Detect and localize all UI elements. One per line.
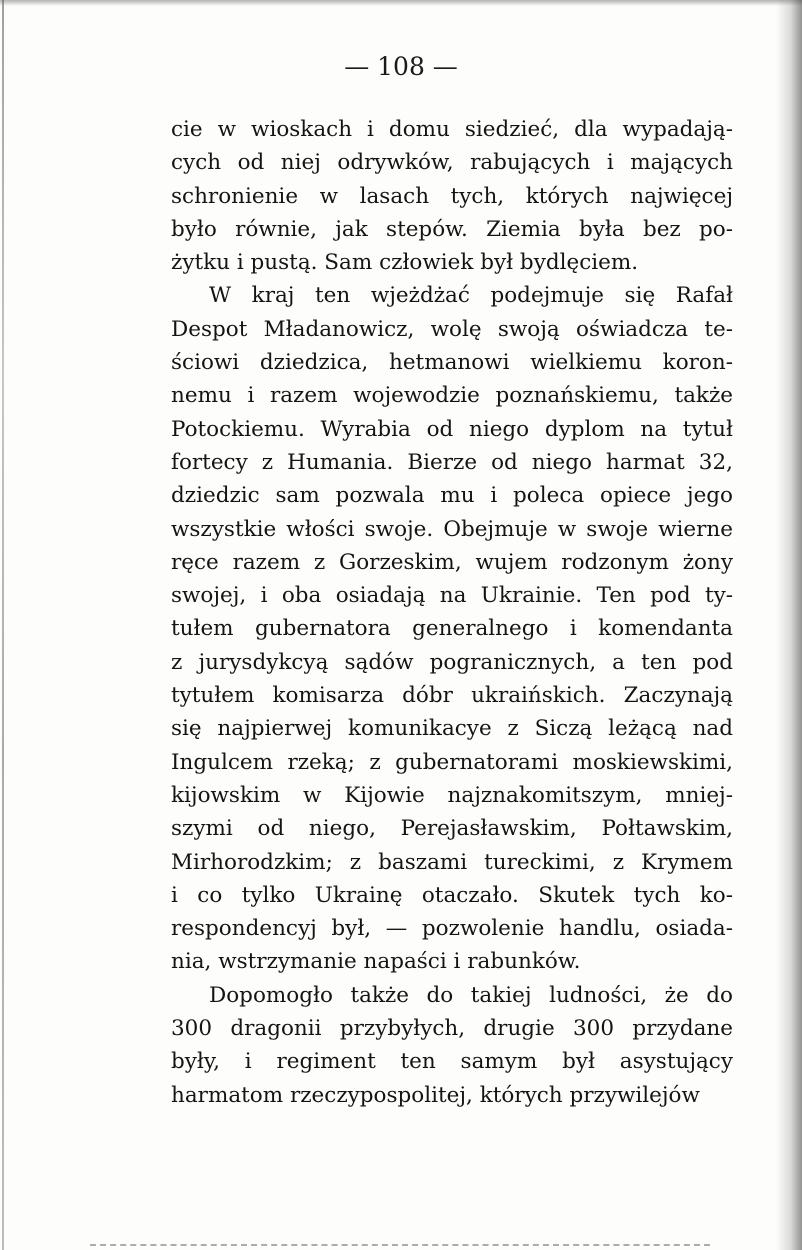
text-line: swojej, i oba osiadają na Ukrainie. Ten pod ty- [171, 583, 733, 609]
text-line: cie w wioskach i domu siedzieć, dla wypadają- [171, 117, 733, 142]
scan-edge-left [2, 0, 4, 1250]
text-line: ręce razem z Gorzeskim, wujem rodzonym żony [171, 549, 733, 575]
scan-edge-right [776, 0, 802, 1250]
text-line: nia, wstrzymanie napaści i rabunków. [171, 949, 581, 975]
text-line: Potockiemu. Wyrabia od niego dyplom na tytuł [171, 416, 733, 442]
text-line: fortecy z Humania. Bierze od niego harmat 32, [171, 449, 733, 475]
body-text [171, 113, 733, 1112]
paragraph [171, 113, 733, 279]
text-line: cych od niej odrywków, rabujących i mających [171, 150, 733, 176]
text-line: były, i regiment ten samym był asystujący [171, 1049, 733, 1075]
text-line: Mirhorodzkim; z baszami tureckimi, z Krymem [171, 849, 733, 875]
text-line: nemu i razem wojewodzie poznańskiemu, także [171, 383, 733, 409]
text-line: harmatom rzeczypospolitej, których przywilejów [171, 1082, 700, 1108]
text-line: żytku i pustą. Sam człowiek był bydlęciem. [171, 250, 639, 276]
text-line: tytułem komisarza dóbr ukraińskich. Zaczynają [171, 683, 733, 709]
text-line: ściowi dziedzica, hetmanowi wielkiemu koron- [171, 350, 733, 376]
text-line: W kraj ten wjeżdżać podejmuje się Rafał [209, 283, 733, 309]
text-line: tułem gubernatora generalnego i komendanta [171, 616, 733, 642]
page-number: — 108 — [344, 52, 458, 81]
text-line: kijowskim w Kijowie najznakomitszym, mniej- [171, 782, 733, 808]
text-line: 300 dragonii przybyłych, drugie 300 przydane [171, 1016, 733, 1042]
text-line: i co tylko Ukrainę otaczało. Skutek tych ko- [171, 882, 733, 908]
scan-edge-bottom [90, 1244, 710, 1246]
text-line: dziedzic sam pozwala mu i poleca opiece jego [171, 483, 733, 509]
text-line: z jurysdykcyą sądów pogranicznych, a ten pod [171, 649, 733, 675]
text-line: respondencyj był, — pozwolenie handlu, osiada- [171, 916, 733, 942]
paragraph [171, 979, 733, 1112]
text-line: szymi od niego, Perejasławskim, Połtawskim, [171, 816, 733, 842]
scan-edge-top [0, 0, 802, 6]
text-line: było równie, jak stepów. Ziemia była bez po- [171, 216, 733, 242]
text-line: się najpierwej komunikacye z Siczą leżącą nad [171, 716, 733, 742]
text-line: Despot Mładanowicz, wolę swoją oświadcza te- [171, 316, 733, 342]
paragraph [171, 279, 733, 978]
text-line: Dopomogło także do takiej ludności, że do [209, 982, 733, 1008]
text-line: wszystkie włości swoje. Obejmuje w swoje wierne [171, 516, 733, 542]
text-line: schronienie w lasach tych, których najwięcej [171, 183, 733, 209]
text-line: Ingulcem rzeką; z gubernatorami moskiewskimi, [171, 749, 733, 775]
